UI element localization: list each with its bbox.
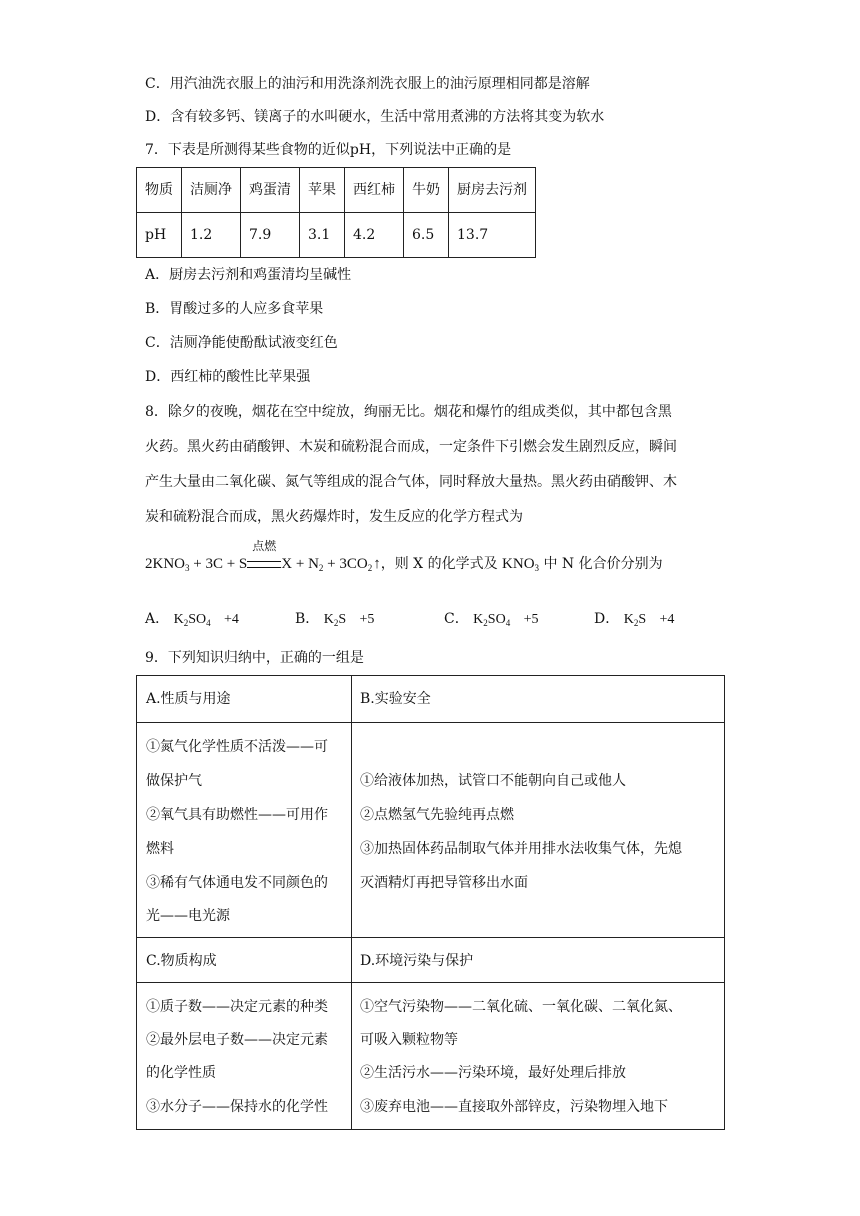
- cell-a-line: ②氧气具有助燃性——可用作: [146, 807, 328, 823]
- cell-d-line: ②生活污水——污染环境，最好处理后排放: [360, 1065, 626, 1081]
- gas-arrow-icon: ↑: [373, 556, 381, 572]
- table-divider: [137, 937, 724, 938]
- q7-option-b: B．胃酸过多的人应多食苹果: [145, 301, 324, 317]
- q7-stem: 7．下表是所测得某些食物的近似pH，下列说法中正确的是: [145, 142, 512, 158]
- table-divider: [137, 982, 724, 983]
- option-d-q6: D．含有较多钙、镁离子的水叫硬水，生活中常用煮沸的方法将其变为软水: [145, 109, 605, 125]
- q8-stem-line: 炭和硫粉混合而成，黑火药爆炸时，发生反应的化学方程式为: [145, 509, 523, 525]
- cell-c-title: C.物质构成: [146, 953, 217, 969]
- eq-tail-text-2: 中 N 化合价分别为: [539, 556, 663, 572]
- q7-option-c: C．洁厕净能使酚酞试液变红色: [145, 335, 338, 351]
- eq-kno3-ref: $KNO_3$: [502, 556, 540, 573]
- cell-a-line: 光——电光源: [146, 908, 230, 924]
- q8-option-c: C． $K_2SO_4$ +5: [444, 611, 539, 628]
- cell-b-title: B.实验安全: [360, 691, 431, 707]
- ph-header-cell: 鸡蛋清: [241, 168, 300, 213]
- table-divider: [351, 676, 352, 1129]
- table-divider: [137, 722, 724, 723]
- ph-header-cell: 厨房去污剂: [449, 168, 536, 213]
- cell-c-line: ①质子数——决定元素的种类: [146, 999, 328, 1015]
- cell-d-line: ③废弃电池——直接取外部锌皮，污染物埋入地下: [360, 1099, 668, 1115]
- ph-value-cell: 7.9: [241, 213, 300, 258]
- eq-condition: [247, 539, 281, 568]
- q8-option-d: D． $K_2S$ +4: [594, 611, 675, 628]
- ph-value-cell: 3.1: [300, 213, 345, 258]
- option-c-q6: C．用汽油洗衣服上的油污和用洗涤剂洗衣服上的油污原理相同都是溶解: [145, 76, 590, 92]
- ph-value-cell: 13.7: [449, 213, 536, 258]
- ph-value-cell: 6.5: [404, 213, 449, 258]
- cell-b-line: ②点燃氢气先验纯再点燃: [360, 807, 514, 823]
- q8-option-a: A． $K_2SO_4$ +4: [145, 611, 239, 628]
- eq-equals-sign: [247, 561, 281, 568]
- eq-condition-label: 点燃: [252, 539, 277, 553]
- ph-header-cell: 物质: [137, 168, 182, 213]
- ph-header-cell: 洁厕净: [182, 168, 241, 213]
- q7-option-a: A．厨房去污剂和鸡蛋清均呈碱性: [145, 267, 352, 283]
- ph-header-cell: 牛奶: [404, 168, 449, 213]
- q9-stem: 9．下列知识归纳中，正确的一组是: [145, 650, 364, 666]
- cell-b-line: ①给液体加热，试管口不能朝向自己或他人: [360, 773, 626, 789]
- ph-value-cell: 1.2: [182, 213, 241, 258]
- cell-d-title: D.环境污染与保护: [360, 953, 474, 969]
- q7-option-d: D．西红柿的酸性比苹果强: [145, 369, 311, 385]
- cell-b-line: ③加热固体药品制取气体并用排水法收集气体，先熄: [360, 841, 682, 857]
- ph-table: [136, 167, 536, 258]
- cell-b-line: 灭酒精灯再把导管移出水面: [360, 875, 528, 891]
- ph-table-header-row: [137, 168, 536, 213]
- ph-table-value-row: [137, 213, 536, 258]
- q8-option-b: B． $K_2S$ +5: [295, 611, 375, 628]
- eq-reactant-kno3: $2KNO_3$: [145, 556, 190, 573]
- eq-product-x-n2: $X + N_2$: [281, 556, 324, 573]
- q8-stem-line: 产生大量由二氧化碳、氮气等组成的混合气体，同时释放大量热。黑火药由硝酸钾、木: [145, 474, 677, 490]
- ph-header-cell: 苹果: [300, 168, 345, 213]
- cell-c-line: ③水分子——保持水的化学性: [146, 1099, 328, 1115]
- q8-stem-line: 8．除夕的夜晚，烟花在空中绽放，绚丽无比。烟花和爆竹的组成类似，其中都包含黑: [145, 404, 672, 420]
- cell-a-line: ③稀有气体通电发不同颜色的: [146, 875, 328, 891]
- knowledge-table: [136, 675, 725, 1130]
- cell-c-line: ②最外层电子数——决定元素: [146, 1032, 328, 1048]
- eq-reactants-rest: + 3C + S: [189, 556, 248, 572]
- cell-c-line: 的化学性质: [146, 1065, 216, 1081]
- ph-header-cell: 西红柿: [345, 168, 404, 213]
- cell-a-line: 做保护气: [146, 773, 202, 789]
- eq-tail-text: ，则 X 的化学式及: [380, 556, 503, 572]
- q8-stem-line: 火药。黑火药由硝酸钾、木炭和硫粉混合而成，一定条件下引燃会发生剧烈反应，瞬间: [145, 439, 677, 455]
- ph-value-cell: pH: [137, 213, 182, 258]
- ph-value-cell: 4.2: [345, 213, 404, 258]
- chemical-equation: [145, 539, 663, 573]
- eq-product-co2: + $3CO_2$: [323, 556, 373, 573]
- cell-a-line: ①氮气化学性质不活泼——可: [146, 739, 328, 755]
- cell-d-line: ①空气污染物——二氧化硫、一氧化碳、二氧化氮、: [360, 999, 682, 1015]
- cell-a-line: 燃料: [146, 841, 174, 857]
- cell-d-line: 可吸入颗粒物等: [360, 1032, 458, 1048]
- cell-a-title: A.性质与用途: [146, 691, 231, 707]
